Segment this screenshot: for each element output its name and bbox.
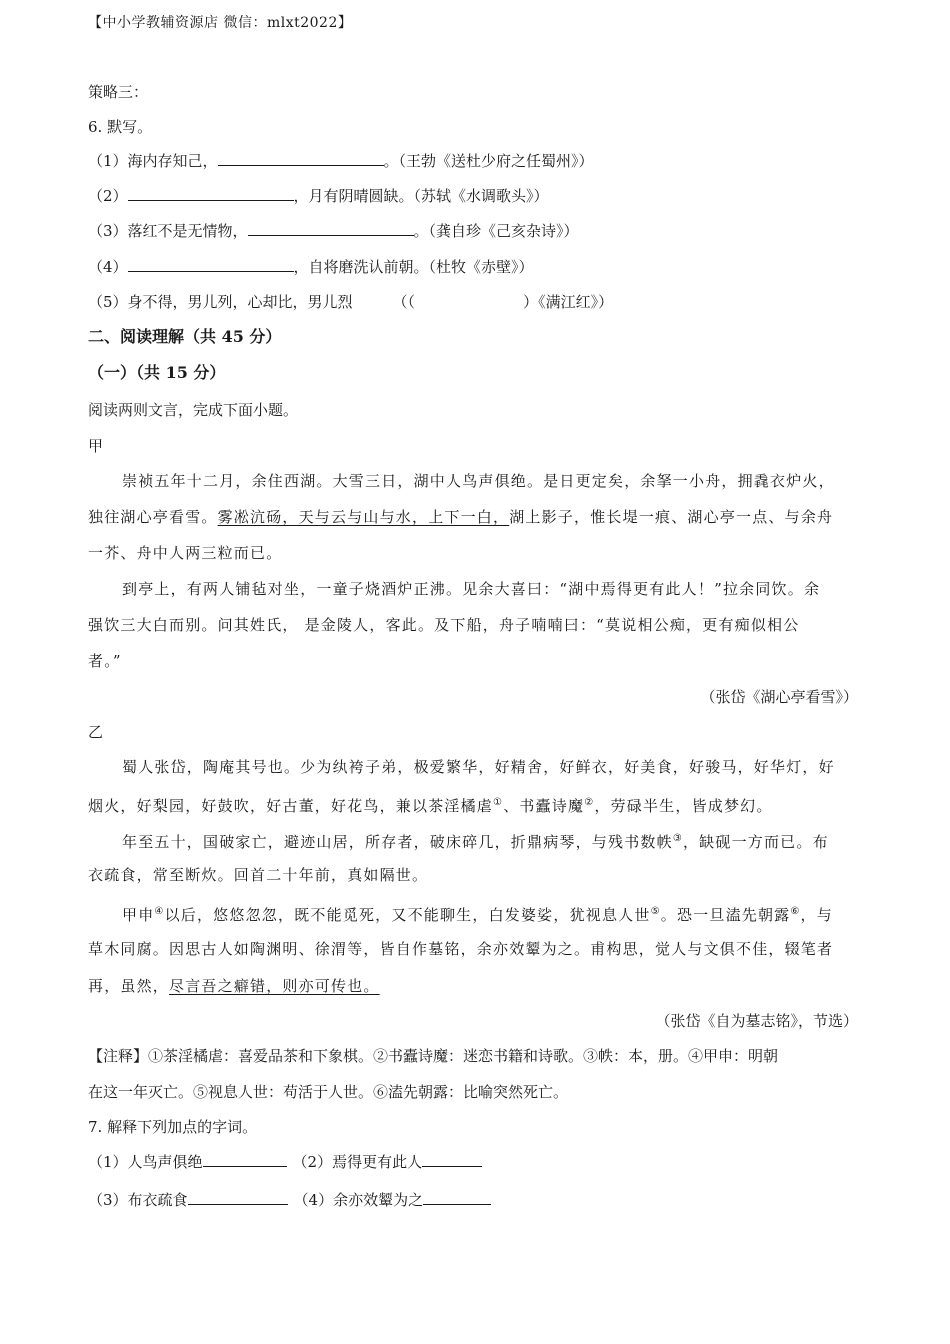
q6-item-3: （3）落红不是无情物， 。（龚自珍《己亥杂诗》） [88, 222, 579, 240]
reading-instruction: 阅读两则文言，完成下面小题。 [88, 401, 299, 419]
footnote-mark: ③ [672, 833, 683, 844]
answer-blank[interactable] [128, 257, 294, 272]
answer-blank[interactable] [423, 1190, 491, 1205]
q6-item-5: （5）身不得，男儿列，心却比，男儿烈 （（ ）《满江红》） [88, 293, 614, 311]
q7-row-1: （1）人鸟声俱绝 （2）焉得更有此人 [88, 1152, 858, 1172]
q6-title: 6. 默写。 [88, 118, 153, 136]
notes-line-1: 【注释】①茶淫橘虐：喜爱品茶和下象棋。②书蠹诗魔：迷恋书籍和诗歌。③帙：本，册。④甲申：明朝 [88, 1047, 779, 1065]
footnote-mark: ④ [154, 906, 165, 917]
yi-source: （张岱《自为墓志铭》，节选） [655, 1012, 858, 1030]
yi-line-3: 年至五十，国破家亡，避迹山居，所存者，破床碎几，折鼎病琴，与残书数帙③，缺砚一方而已。布 [122, 833, 829, 851]
answer-blank[interactable] [128, 186, 294, 201]
jia-line-6: 者。” [88, 652, 122, 670]
jia-line-3: 一芥、舟中人两三粒而已。 [88, 544, 283, 562]
section-2-title: 二、阅读理解（共 45 分） [88, 327, 282, 346]
q6-item-4: （4） ，自将磨洗认前朝。（杜牧《赤壁》） [88, 258, 534, 276]
answer-blank[interactable] [188, 1190, 288, 1205]
q6-item-1: （1）海内存知己， 。（王勃《送杜少府之任蜀州》） [88, 152, 594, 170]
answer-blank[interactable] [203, 1152, 287, 1167]
underlined-sentence: 尽言吾之癖错，则亦可传也。 [169, 977, 380, 995]
footnote-mark: ② [584, 797, 595, 808]
page-header: 【中小学教辅资源店 微信：mlxt2022】 [88, 15, 353, 31]
section-2-sub-1: （一）（共 15 分） [88, 363, 226, 382]
yi-line-4: 衣疏食，常至断炊。回首二十年前，真如隔世。 [88, 866, 429, 884]
jia-line-2: 独往湖心亭看雪。雾凇沆砀，天与云与山与水，上下一白，湖上影子，惟长堤一痕、湖心亭一点、与余舟 [88, 508, 834, 526]
q7-row-2: （3）布衣疏食 （4）余亦效颦为之 [88, 1190, 858, 1210]
yi-line-2: 烟火，好梨园，好鼓吹，好古董，好花鸟，兼以茶淫橘虐①、书蠹诗魔②，劳碌半生，皆成梦幻。 [88, 797, 773, 815]
jia-source: （张岱《湖心亭看雪》） [700, 688, 858, 706]
answer-blank[interactable] [422, 1152, 482, 1167]
yi-line-6: 草木同腐。因思古人如陶渊明、徐渭等，皆自作墓铭，余亦效颦为之。甫构思，觉人与文俱不佳，辍笔者 [88, 940, 834, 958]
yi-line-1: 蜀人张岱，陶庵其号也。少为纨袴子弟，极爱繁华，好精舍，好鲜衣，好美食，好骏马，好华灯，好 [122, 758, 835, 776]
yi-line-7: 再，虽然，尽言吾之癖错，则亦可传也。 [88, 977, 380, 995]
passage-yi-label: 乙 [88, 723, 104, 741]
q7-title: 7. 解释下列加点的字词。 [88, 1118, 258, 1136]
strategy-label: 策略三： [88, 83, 149, 101]
answer-blank[interactable] [248, 221, 414, 236]
footnote-mark: ⑥ [790, 906, 801, 917]
footnote-mark: ① [493, 797, 504, 808]
footnote-mark: ⑤ [650, 906, 661, 917]
jia-line-5: 强饮三大白而别。问其姓氏， 是金陵人，客此。及下船，舟子喃喃曰：“莫说相公痴，更有痴似相公 [88, 616, 800, 634]
jia-line-1: 崇祯五年十二月，余住西湖。大雪三日，湖中人鸟声俱绝。是日更定矣，余拏一小舟，拥毳衣炉火， [122, 472, 835, 490]
notes-line-2: 在这一年灭亡。⑤视息人世：苟活于人世。⑥溘先朝露：比喻突然死亡。 [88, 1083, 569, 1101]
underlined-sentence: 雾凇沆砀，天与云与山与水，上下一白， [217, 508, 510, 526]
jia-line-4: 到亭上，有两人铺毡对坐，一童子烧酒炉正沸。见余大喜曰：“湖中焉得更有此人！”拉余同饮。余 [122, 580, 821, 598]
passage-jia-label: 甲 [88, 437, 104, 455]
answer-blank[interactable] [218, 151, 384, 166]
yi-line-5: 甲申④以后，悠悠忽忽，既不能觅死，又不能聊生，白发婆娑，犹视息人世⑤。恐一旦溘先朝露⑥，与 [122, 906, 833, 924]
q6-item-2: （2） ，月有阴晴圆缺。（苏轼《水调歌头》） [88, 187, 549, 205]
